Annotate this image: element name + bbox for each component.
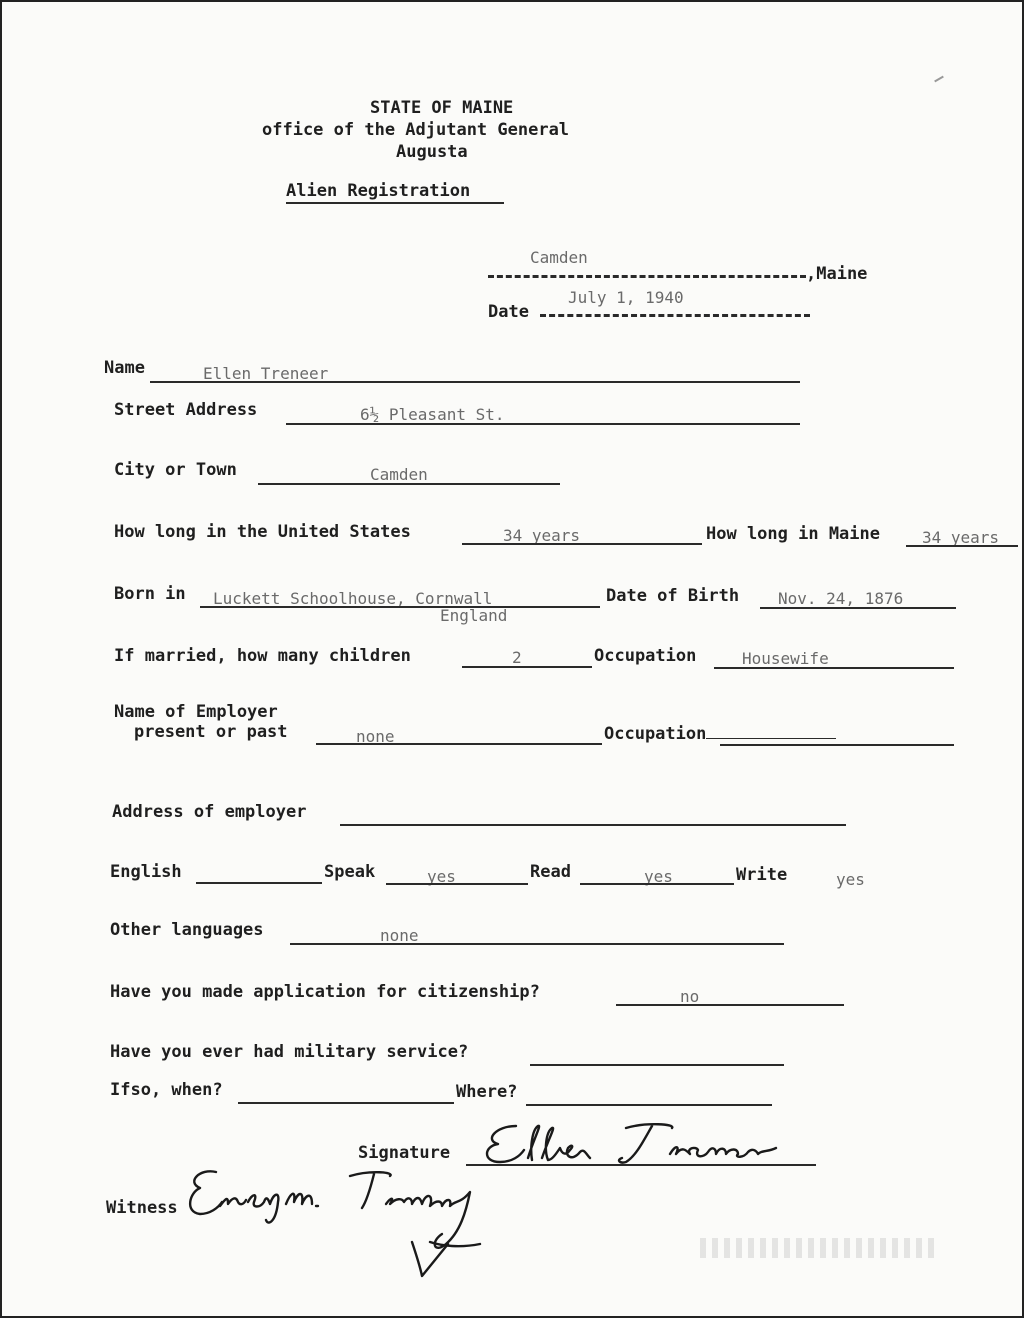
read-line <box>580 883 734 885</box>
employer-occupation-line <box>720 744 954 746</box>
name-value: Ellen Treneer <box>203 364 329 383</box>
city-line <box>258 483 560 485</box>
read-label: Read <box>530 862 571 882</box>
citizenship-label: Have you made application for citizenship? <box>110 982 540 1002</box>
header-state: STATE OF MAINE <box>370 98 514 118</box>
employer-label: Name of Employer <box>114 702 278 722</box>
children-value: 2 <box>512 648 522 667</box>
employer-occupation-label: Occupation <box>604 724 707 744</box>
military-label: Have you ever had military service? <box>110 1042 469 1062</box>
born-value: Luckett Schoolhouse, Cornwall <box>213 589 493 608</box>
years-maine-line <box>906 545 1018 547</box>
date-label: Date <box>488 302 529 322</box>
street-value: 6½ Pleasant St. <box>360 405 505 424</box>
signature-label: Signature <box>358 1143 451 1163</box>
street-line <box>286 423 800 425</box>
signature-handwriting <box>476 1118 796 1178</box>
other-languages-value: none <box>380 926 419 945</box>
years-maine-value: 34 years <box>922 528 1000 547</box>
speak-line <box>386 883 528 885</box>
other-languages-line <box>290 943 784 945</box>
speak-label: Speak <box>324 862 376 882</box>
military-line <box>530 1064 784 1066</box>
title-underline <box>286 202 504 204</box>
english-label: English <box>110 862 182 882</box>
place-line <box>488 275 806 278</box>
years-us-line <box>462 543 702 545</box>
street-label: Street Address <box>114 400 258 420</box>
header-office: office of the Adjutant General <box>262 120 570 140</box>
years-us-label: How long in the United States <box>114 522 411 542</box>
years-maine-label: How long in Maine <box>706 524 880 544</box>
bleedthrough-marks <box>700 1238 940 1258</box>
when-label: Ifso, when? <box>110 1080 223 1100</box>
date-value: July 1, 1940 <box>568 288 684 307</box>
english-line <box>196 882 322 884</box>
write-label: Write <box>736 865 788 885</box>
born-label: Born in <box>114 584 186 604</box>
employer-sublabel: present or past <box>134 722 288 742</box>
citizenship-line <box>616 1004 844 1006</box>
name-line <box>150 381 800 383</box>
occupation-value: Housewife <box>742 649 829 668</box>
place-suffix: ,Maine <box>806 264 868 284</box>
write-value: yes <box>836 870 865 889</box>
born-line <box>200 606 600 608</box>
form-title: Alien Registration <box>286 181 471 201</box>
name-label: Name <box>104 358 145 378</box>
children-label: If married, how many children <box>114 646 411 666</box>
place-value: Camden <box>530 248 588 267</box>
where-line <box>526 1104 772 1106</box>
witness-label: Witness <box>106 1198 178 1218</box>
dob-label: Date of Birth <box>606 586 740 606</box>
employer-address-label: Address of employer <box>112 802 307 822</box>
speak-value: yes <box>427 867 456 886</box>
where-label: Where? <box>456 1082 518 1102</box>
dob-value: Nov. 24, 1876 <box>778 589 904 608</box>
other-languages-label: Other languages <box>110 920 264 940</box>
employer-value: none <box>356 727 395 746</box>
employer-occupation-strike <box>706 738 836 739</box>
corner-mark <box>934 76 944 83</box>
city-label: City or Town <box>114 460 237 480</box>
born-country-value: England <box>440 606 508 625</box>
witness-signature-handwriting <box>180 1162 490 1282</box>
children-line <box>462 666 592 668</box>
employer-address-line <box>340 824 846 826</box>
dob-line <box>760 607 956 609</box>
read-value: yes <box>644 867 673 886</box>
occupation-label: Occupation <box>594 646 697 666</box>
employer-line <box>316 743 602 745</box>
header-city: Augusta <box>396 142 468 162</box>
years-us-value: 34 years <box>503 526 581 545</box>
citizenship-value: no <box>680 987 700 1006</box>
date-line <box>540 314 810 317</box>
occupation-line <box>714 667 954 669</box>
city-value: Camden <box>370 465 428 484</box>
when-line <box>238 1102 454 1104</box>
